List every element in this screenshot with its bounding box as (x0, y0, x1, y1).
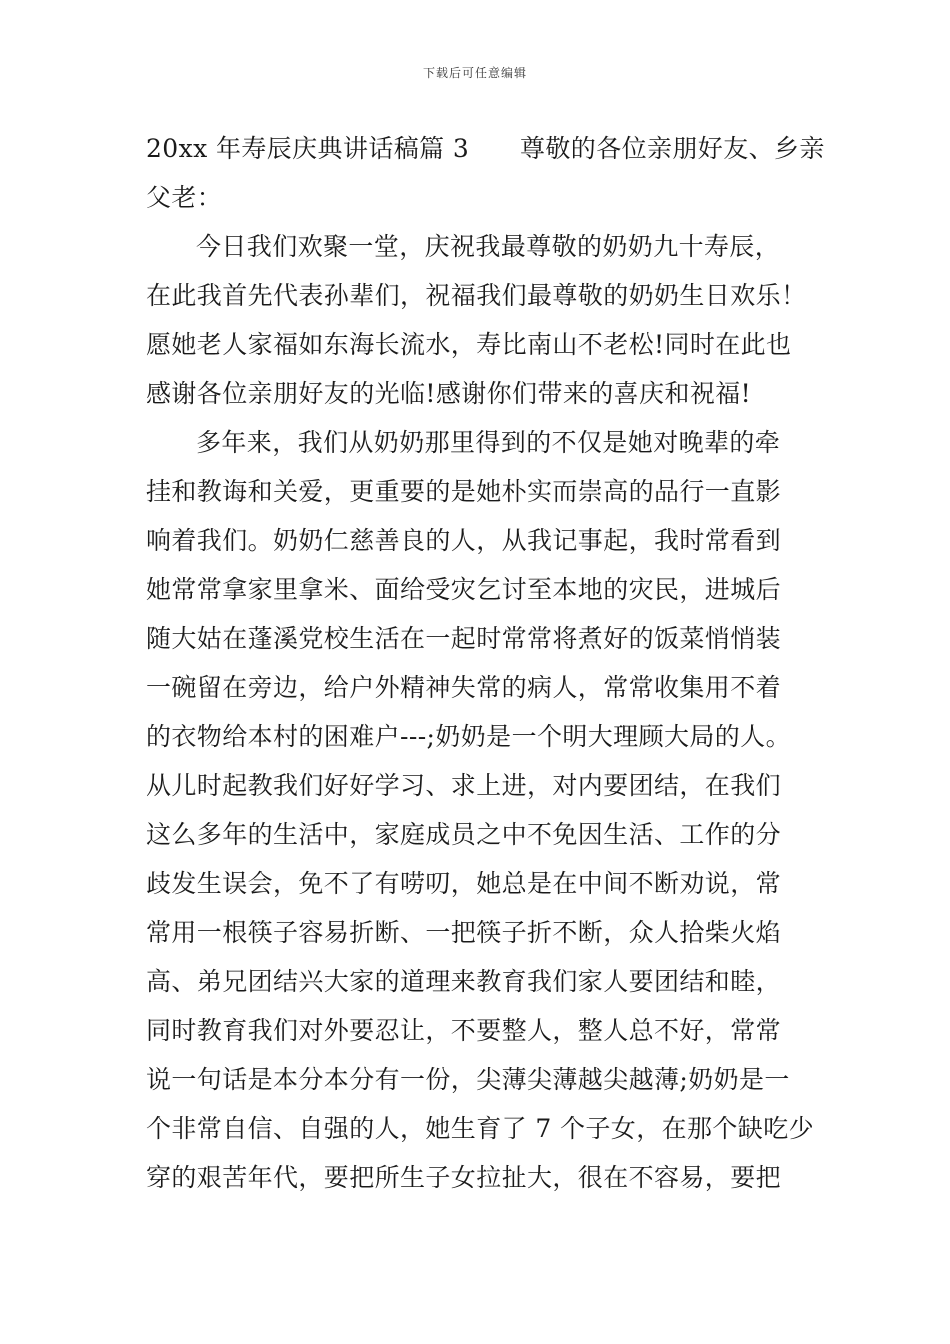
text-line: 一碗留在旁边，给户外精神失常的病人，常常收集用不着 (146, 673, 782, 702)
text-line: 的衣物给本村的困难户---;奶奶是一个明大理顾大局的人。 (146, 722, 791, 751)
text-line: 个非常自信、自强的人，她生育了 7 个子女，在那个缺吃少 (146, 1114, 815, 1143)
text-line: 响着我们。奶奶仁慈善良的人，从我记事起，我时常看到 (146, 526, 782, 555)
text-line: 常用一根筷子容易折断、一把筷子折不断，众人拾柴火焰 (146, 918, 782, 947)
text-line: 挂和教诲和关爱，更重要的是她朴实而崇高的品行一直影 (146, 477, 782, 506)
text-line: 穿的艰苦年代，要把所生子女拉扯大，很在不容易，要把 (146, 1163, 782, 1192)
text-line: 20xx 年寿辰庆典讲话稿篇 3 尊敬的各位亲朋好友、乡亲 (146, 134, 825, 163)
text-line: 她常常拿家里拿米、面给受灾乞讨至本地的灾民，进城后 (146, 575, 782, 604)
text-line: 今日我们欢聚一堂，庆祝我最尊敬的奶奶九十寿辰， (196, 232, 781, 261)
text-line: 歧发生误会，免不了有唠叨，她总是在中间不断劝说，常 (146, 869, 782, 898)
page-header: 下载后可任意编辑 (422, 66, 527, 80)
text-line: 在此我首先代表孙辈们，祝福我们最尊敬的奶奶生日欢乐！ (146, 281, 807, 310)
text-line: 这么多年的生活中，家庭成员之中不免因生活、工作的分 (146, 820, 782, 849)
text-line: 随大姑在蓬溪党校生活在一起时常常将煮好的饭菜悄悄装 (146, 624, 782, 653)
text-line: 父老： (146, 183, 223, 212)
text-line: 同时教育我们对外要忍让，不要整人，整人总不好，常常 (146, 1016, 782, 1045)
text-line: 从儿时起教我们好好学习、求上进，对内要团结，在我们 (146, 771, 782, 800)
text-line: 高、弟兄团结兴大家的道理来教育我们家人要团结和睦， (146, 967, 782, 996)
text-line: 多年来，我们从奶奶那里得到的不仅是她对晚辈的牵 (196, 428, 781, 457)
text-line: 愿她老人家福如东海长流水，寿比南山不老松!同时在此也 (146, 330, 792, 359)
document-body (146, 124, 846, 1202)
text-line: 感谢各位亲朋好友的光临!感谢你们带来的喜庆和祝福! (146, 379, 752, 408)
text-line: 说一句话是本分本分有一份，尖薄尖薄越尖越薄;奶奶是一 (146, 1065, 790, 1094)
